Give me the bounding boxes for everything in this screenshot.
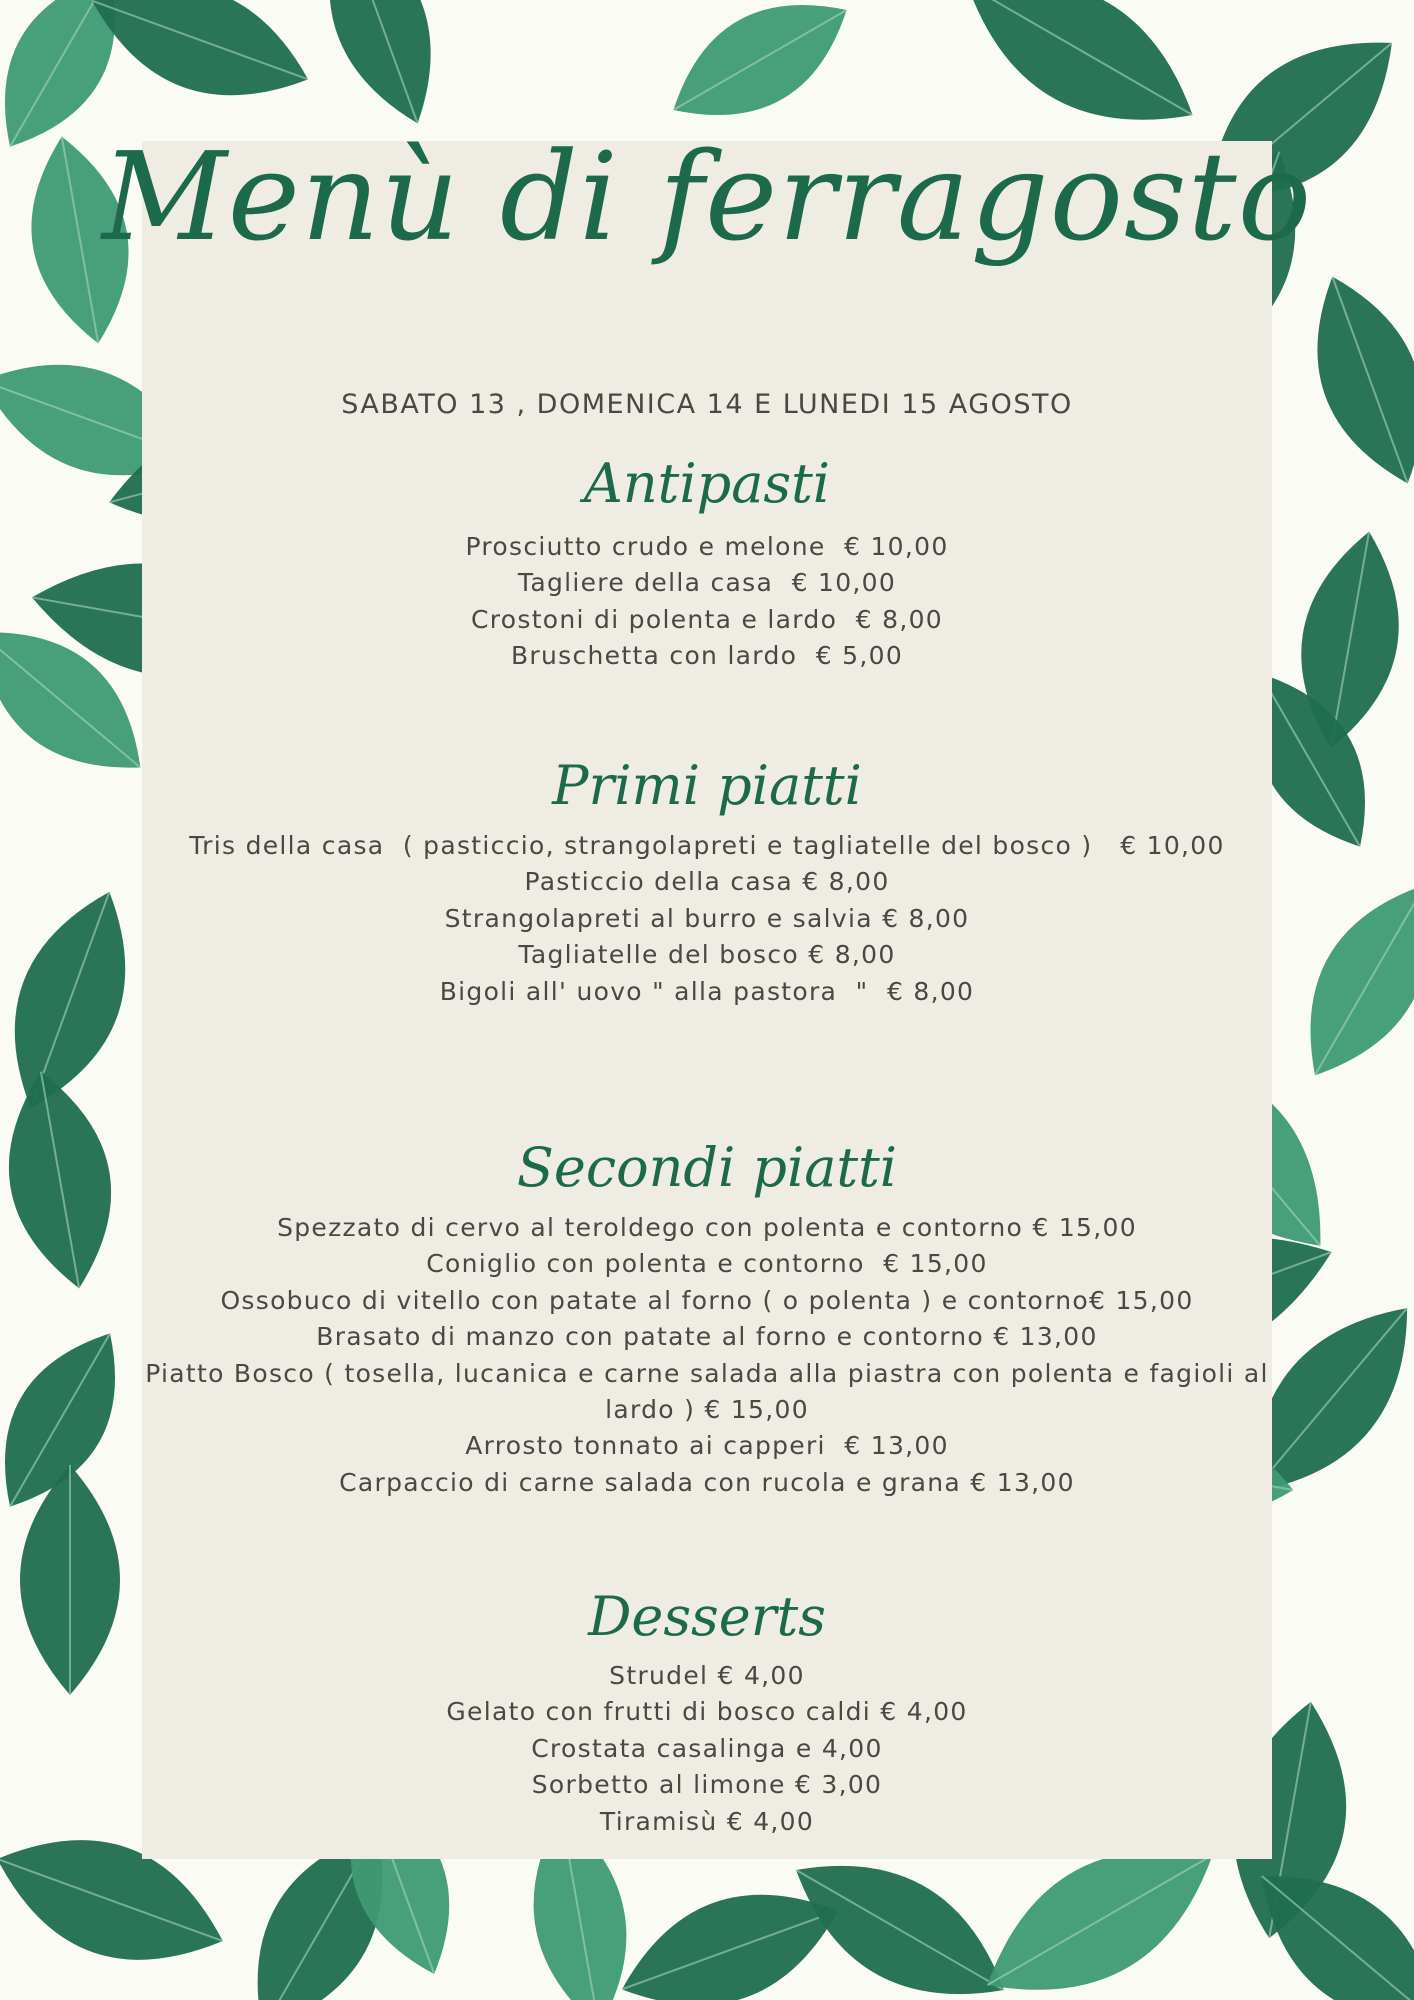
menu-item: Strudel € 4,00 bbox=[609, 1661, 805, 1690]
menu-item: Carpaccio di carne salada con rucola e grana € 13,00 bbox=[339, 1467, 1075, 1497]
menu-item: Bruschetta con lardo € 5,00 bbox=[510, 641, 904, 671]
section-title-secondi-piatti: Secondi piatti bbox=[516, 1136, 898, 1199]
menu-item: Tiramisù € 4,00 bbox=[599, 1806, 815, 1836]
section-title-primi-piatti: Primi piatti bbox=[552, 754, 862, 817]
leaf-shape bbox=[75, 0, 325, 126]
menu-item: Ossobuco di vitello con patate al forno ( o polenta ) e contorno€ 15,00 bbox=[220, 1285, 1194, 1315]
section-items-antipasti bbox=[0, 529, 1414, 675]
menu-item: Coniglio con polenta e contorno € 15,00 bbox=[426, 1249, 988, 1279]
menu-item: Piatto Bosco ( tosella, lucanica e carne salada alla piastra con polenta e fagioli al lardo ) € 15,00 bbox=[145, 1358, 1269, 1425]
menu-item: Prosciutto crudo e melone € 10,00 bbox=[465, 532, 949, 561]
menu-item: Gelato con frutti di bosco caldi € 4,00 bbox=[446, 1697, 968, 1727]
menu-item: Pasticcio della casa € 8,00 bbox=[524, 867, 890, 897]
section-items-desserts bbox=[0, 1658, 1414, 1840]
menu-item: Crostata casalinga e 4,00 bbox=[531, 1733, 883, 1763]
menu-item: Spezzato di cervo al teroldego con polenta e contorno € 15,00 bbox=[277, 1213, 1137, 1242]
menu-title: Menù di ferragosto bbox=[101, 126, 1313, 268]
section-items-primi-piatti bbox=[0, 828, 1414, 1010]
menu-item: Arrosto tonnato ai capperi € 13,00 bbox=[465, 1431, 949, 1461]
section-title-antipasti: Antipasti bbox=[583, 452, 831, 515]
menu-item: Tris della casa ( pasticcio, strangolapreti e tagliatelle del bosco ) € 10,00 bbox=[189, 831, 1225, 860]
menu-item: Tagliatelle del bosco € 8,00 bbox=[518, 940, 896, 970]
menu-item: Sorbetto al limone € 3,00 bbox=[531, 1770, 883, 1800]
section-title-desserts: Desserts bbox=[588, 1585, 826, 1648]
section-items-secondi-piatti bbox=[0, 1210, 1414, 1501]
menu-item: Crostoni di polenta e lardo € 8,00 bbox=[470, 604, 943, 634]
menu-dates: SABATO 13 , DOMENICA 14 E LUNEDI 15 AGOSTO bbox=[341, 389, 1073, 420]
menu-item: Tagliere della casa € 10,00 bbox=[517, 568, 897, 598]
menu-item: Brasato di manzo con patate al forno e contorno € 13,00 bbox=[316, 1322, 1098, 1352]
menu-item: Bigoli all' uovo " alla pastora " € 8,00 bbox=[439, 976, 975, 1006]
menu-item: Strangolapreti al burro e salvia € 8,00 bbox=[444, 903, 970, 933]
leaf-shape bbox=[300, 0, 460, 139]
